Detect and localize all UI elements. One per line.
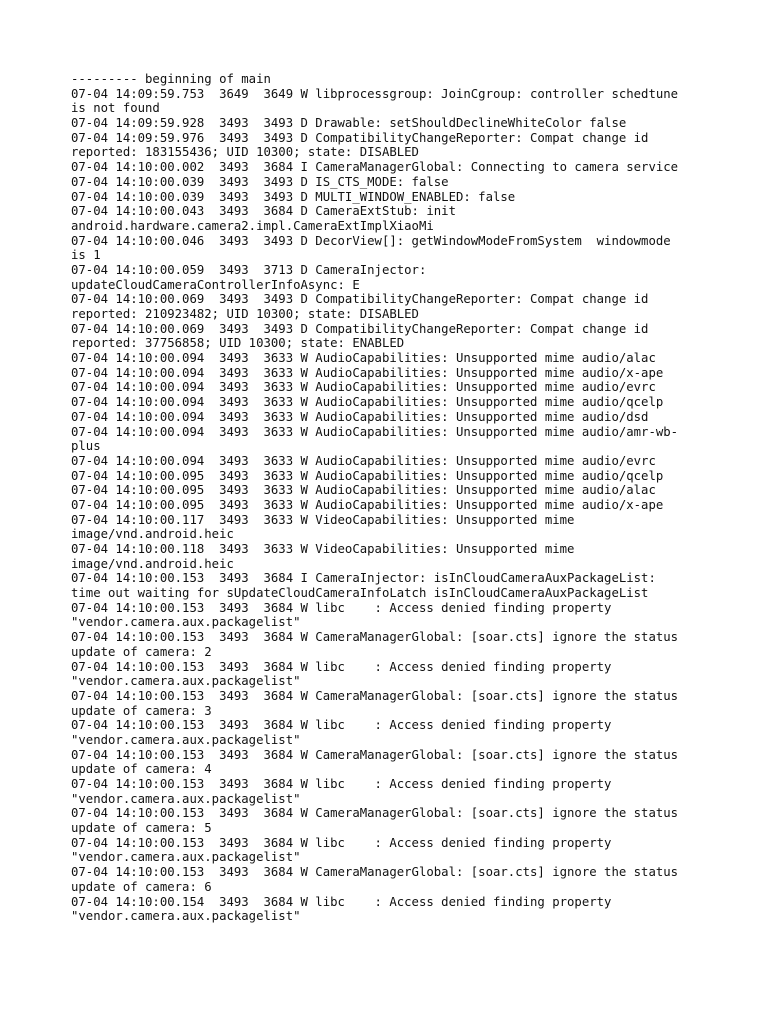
log-text-block — [71, 72, 711, 924]
log-line: update of camera: 3 — [71, 703, 212, 718]
log-line: android.hardware.camera2.impl.CameraExtImplXiaoMi — [71, 218, 434, 233]
log-line: "vendor.camera.aux.packagelist" — [71, 615, 301, 630]
log-line: 07-04 14:10:00.153 3493 3684 W CameraManagerGlobal: [soar.cts] ignore the status — [71, 688, 679, 703]
log-line: --------- beginning of main — [71, 72, 271, 86]
log-line: 07-04 14:10:00.095 3493 3633 W AudioCapabilities: Unsupported mime audio/x-ape — [71, 497, 664, 512]
log-line: update of camera: 4 — [71, 762, 212, 777]
log-line: 07-04 14:10:00.118 3493 3633 W VideoCapabilities: Unsupported mime — [71, 542, 575, 556]
log-line: 07-04 14:10:00.094 3493 3633 W AudioCapabilities: Unsupported mime audio/evrc — [71, 380, 656, 395]
log-line: 07-04 14:10:00.154 3493 3684 W libc : Access denied finding property — [71, 894, 612, 909]
log-line: update of camera: 2 — [71, 644, 212, 659]
log-line: plus — [71, 439, 101, 454]
log-line: 07-04 14:09:59.976 3493 3493 D CompatibilityChangeReporter: Compat change id — [71, 130, 649, 145]
log-line: 07-04 14:10:00.094 3493 3633 W AudioCapabilities: Unsupported mime audio/x-ape — [71, 365, 664, 380]
log-line: time out waiting for sUpdateCloudCameraInfoLatch isInCloudCameraAuxPackageList — [71, 586, 649, 601]
log-line: "vendor.camera.aux.packagelist" — [71, 850, 301, 865]
log-line: reported: 183155436; UID 10300; state: DISABLED — [71, 145, 419, 160]
log-line: 07-04 14:10:00.153 3493 3684 I CameraInjector: isInCloudCameraAuxPackageList: — [71, 571, 656, 586]
log-line: reported: 37756858; UID 10300; state: ENABLED — [71, 336, 405, 351]
log-line: image/vnd.android.heic — [71, 527, 234, 542]
log-line: 07-04 14:10:00.153 3493 3684 W CameraManagerGlobal: [soar.cts] ignore the status — [71, 865, 679, 880]
log-line: 07-04 14:10:00.095 3493 3633 W AudioCapabilities: Unsupported mime audio/qcelp — [71, 468, 664, 483]
log-line: "vendor.camera.aux.packagelist" — [71, 732, 301, 747]
log-line: 07-04 14:10:00.153 3493 3684 W libc : Access denied finding property — [71, 835, 612, 850]
log-line: reported: 210923482; UID 10300; state: DISABLED — [71, 307, 419, 321]
log-line: 07-04 14:10:00.094 3493 3633 W AudioCapabilities: Unsupported mime audio/alac — [71, 351, 656, 366]
log-line: "vendor.camera.aux.packagelist" — [71, 791, 301, 806]
log-line: 07-04 14:10:00.094 3493 3633 W AudioCapabilities: Unsupported mime audio/qcelp — [71, 395, 664, 410]
log-line: 07-04 14:10:00.039 3493 3493 D MULTI_WINDOW_ENABLED: false — [71, 189, 516, 204]
log-line: 07-04 14:10:00.153 3493 3684 W libc : Access denied finding property — [71, 600, 612, 615]
log-line: 07-04 14:10:00.153 3493 3684 W libc : Access denied finding property — [71, 659, 612, 674]
log-line: 07-04 14:10:00.094 3493 3633 W AudioCapabilities: Unsupported mime audio/dsd — [71, 409, 649, 424]
log-line: 07-04 14:10:00.069 3493 3493 D CompatibilityChangeReporter: Compat change id — [71, 292, 649, 307]
log-line: 07-04 14:10:00.153 3493 3684 W libc : Access denied finding property — [71, 718, 612, 733]
log-line: updateCloudCameraControllerInfoAsync: E — [71, 277, 360, 292]
log-line: "vendor.camera.aux.packagelist" — [71, 909, 301, 924]
log-line: 07-04 14:10:00.069 3493 3493 D CompatibilityChangeReporter: Compat change id — [71, 321, 649, 336]
log-line: 07-04 14:10:00.095 3493 3633 W AudioCapabilities: Unsupported mime audio/alac — [71, 483, 656, 498]
log-line: 07-04 14:10:00.153 3493 3684 W CameraManagerGlobal: [soar.cts] ignore the status — [71, 630, 679, 645]
log-line: 07-04 14:10:00.117 3493 3633 W VideoCapabilities: Unsupported mime — [71, 512, 575, 527]
log-line: update of camera: 5 — [71, 821, 212, 836]
log-line: 07-04 14:09:59.753 3649 3649 W libprocessgroup: JoinCgroup: controller schedtune — [71, 86, 679, 101]
log-line: is 1 — [71, 248, 101, 263]
log-line: 07-04 14:10:00.002 3493 3684 I CameraManagerGlobal: Connecting to camera service — [71, 160, 679, 175]
log-line: 07-04 14:10:00.153 3493 3684 W CameraManagerGlobal: [soar.cts] ignore the status — [71, 806, 679, 821]
log-line: is not found — [71, 101, 160, 116]
log-line: 07-04 14:10:00.043 3493 3684 D CameraExtStub: init — [71, 204, 456, 219]
log-line: "vendor.camera.aux.packagelist" — [71, 674, 301, 689]
log-line: 07-04 14:09:59.928 3493 3493 D Drawable: setShouldDeclineWhiteColor false — [71, 116, 627, 131]
log-line: image/vnd.android.heic — [71, 556, 234, 571]
log-line: 07-04 14:10:00.153 3493 3684 W CameraManagerGlobal: [soar.cts] ignore the status — [71, 747, 679, 762]
log-line: update of camera: 6 — [71, 879, 212, 894]
log-line: 07-04 14:10:00.094 3493 3633 W AudioCapabilities: Unsupported mime audio/amr-wb- — [71, 424, 679, 439]
log-line: 07-04 14:10:00.046 3493 3493 D DecorView[]: getWindowModeFromSystem windowmode — [71, 233, 671, 248]
log-line: 07-04 14:10:00.094 3493 3633 W AudioCapabilities: Unsupported mime audio/evrc — [71, 453, 656, 468]
log-line: 07-04 14:10:00.059 3493 3713 D CameraInjector: — [71, 262, 427, 277]
log-line: 07-04 14:10:00.039 3493 3493 D IS_CTS_MODE: false — [71, 174, 449, 189]
log-line: 07-04 14:10:00.153 3493 3684 W libc : Access denied finding property — [71, 777, 612, 791]
